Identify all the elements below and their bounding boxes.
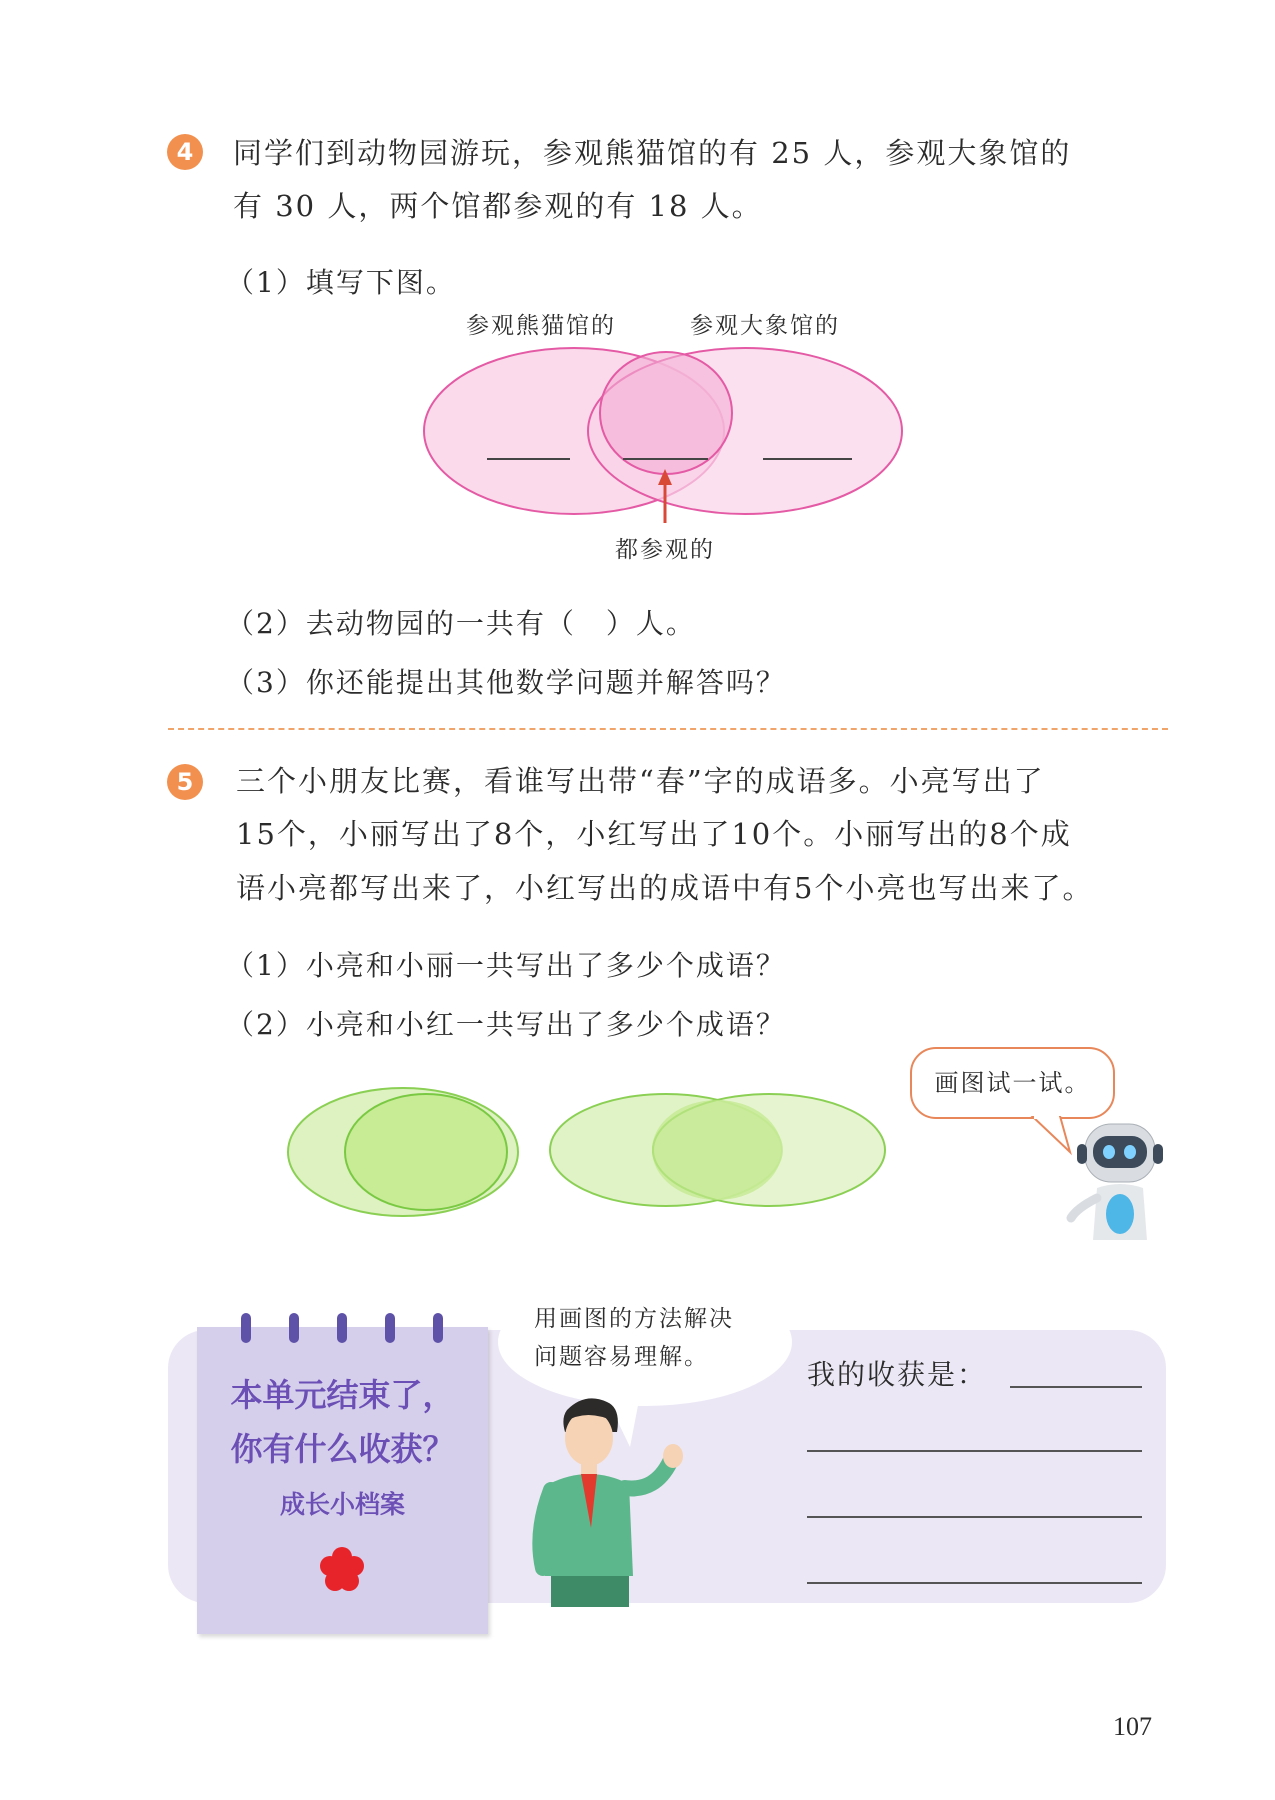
- overlap-region: [600, 352, 732, 474]
- overlap-region-green: [652, 1100, 782, 1200]
- card-tag: 成长小档案: [279, 1490, 405, 1519]
- venn-right-label: 参观大象馆的: [690, 313, 840, 339]
- problem-4-question-3: （3）你还能提出其他数学问题并解答吗？: [226, 666, 786, 699]
- boy-bubble-line2: 问题容易理解。: [534, 1344, 709, 1370]
- robot-bubble-text: 画图试一试。: [934, 1069, 1091, 1097]
- venn-left-label: 参观熊猫馆的: [466, 313, 616, 339]
- boy-bubble-line1: 用画图的方法解决: [534, 1306, 734, 1332]
- binder-ring-2: [289, 1313, 299, 1343]
- card-title-line2: 你有什么收获？: [230, 1430, 455, 1468]
- binder-ring-1: [241, 1313, 251, 1343]
- problem-5-question-2: （2）小亮和小红一共写出了多少个成语？: [226, 1008, 786, 1041]
- student-boy-illustration: [525, 1392, 695, 1607]
- harvest-line-1[interactable]: [1010, 1386, 1142, 1388]
- problem-5-text-line2: 15个，小丽写出了8个，小红写出了10个。小丽写出的8个成: [236, 817, 1072, 851]
- problem-5-question-1: （1）小亮和小丽一共写出了多少个成语？: [226, 949, 786, 982]
- green-venn-nested: [286, 1082, 526, 1222]
- problem-4-text-line1: 同学们到动物园游玩，参观熊猫馆的有 25 人，参观大象馆的: [233, 136, 1072, 170]
- problem-4-text-line2: 有 30 人，两个馆都参观的有 18 人。: [233, 189, 763, 223]
- harvest-line-4[interactable]: [807, 1582, 1142, 1584]
- venn-diagram-visitors: [420, 345, 910, 530]
- binder-ring-5: [433, 1313, 443, 1343]
- harvest-label: 我的收获是：: [807, 1358, 988, 1391]
- binder-ring-4: [385, 1313, 395, 1343]
- page-number: 107: [1113, 1712, 1152, 1741]
- robot-mascot: [1063, 1116, 1173, 1246]
- binder-ring-3: [337, 1313, 347, 1343]
- card-title-line1: 本单元结束了，: [230, 1376, 455, 1414]
- green-venn-overlap: [546, 1090, 891, 1220]
- problem-4-badge: 4: [167, 134, 203, 170]
- problem-5-badge: 5: [167, 764, 203, 800]
- problem-4-question-2: （2）去动物园的一共有（ ）人。: [226, 607, 696, 640]
- harvest-line-2[interactable]: [807, 1450, 1142, 1452]
- problem-5-text-line1: 三个小朋友比赛，看谁写出带“春”字的成语多。小亮写出了: [236, 764, 1045, 798]
- robot-speech-bubble: [910, 1047, 1115, 1119]
- flower-icon: [317, 1545, 367, 1595]
- section-divider: [168, 728, 1168, 730]
- problem-5-text-line3: 语小亮都写出来了，小红写出的成语中有5个小亮也写出来了。: [236, 871, 1094, 905]
- venn-bottom-label: 都参观的: [615, 537, 715, 563]
- xiaoli-set-ellipse: [345, 1094, 507, 1210]
- problem-4-question-1: （1）填写下图。: [226, 266, 456, 299]
- harvest-line-3[interactable]: [807, 1516, 1142, 1518]
